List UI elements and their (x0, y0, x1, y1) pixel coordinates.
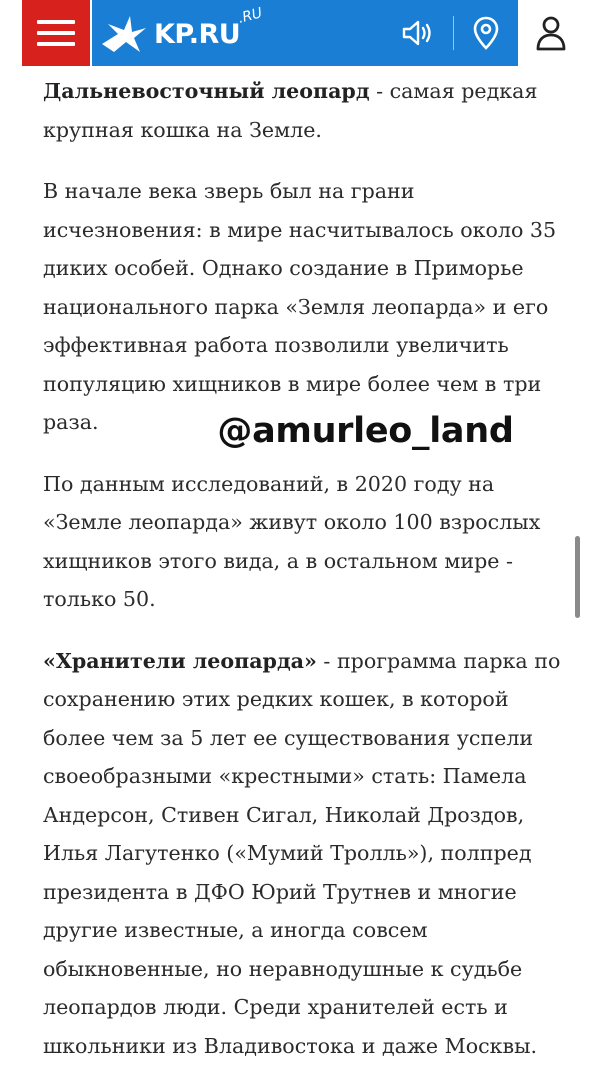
logo-text: KP.RU (154, 18, 241, 50)
menu-button[interactable] (22, 0, 90, 66)
scrollbar[interactable] (575, 536, 580, 618)
header-divider (453, 16, 454, 50)
article-body (43, 72, 563, 1080)
menu-icon-bar (37, 31, 75, 35)
logo-suffix: .RU (236, 5, 265, 27)
intro-text: - самая редкая крупная кошка на Земле. (43, 79, 538, 142)
mention-sticker[interactable] (184, 402, 547, 460)
paragraph-history: В начале века зверь был на грани исчезновения: в мире насчитывалось около 35 диких особей. Однако создание в Приморье национального парка «Земля леопарда» и его эффективная работа позволили увеличить популяцию хищников в мире более чем в три раза. (43, 179, 557, 434)
paragraph-program (43, 642, 563, 1066)
mention-handle: @amurleo_land (217, 411, 514, 451)
site-header (0, 0, 608, 66)
program-text: - программа парка по сохранению этих редких кошек, в которой более чем за 5 лет ее существования успели своеобразными «крестными» стать: Памела Андерсон, Стивен Сигал, Николай Дроздов, Илья Лагутенко («Мумий Тролль»), полпред президента в ДФО Юрий Трутнев и многие другие известные, а иногда совсем обыкновенные, но неравнодушные к судьбе леопардов люди. Среди хранителей есть и школьники из Владивостока и даже Москвы. (43, 648, 561, 1058)
location-pin-icon (473, 16, 499, 50)
bird-logo-icon (100, 14, 148, 54)
program-name: «Хранители леопарда» (43, 648, 317, 673)
paragraph-intro (43, 72, 563, 149)
location-button[interactable] (466, 12, 506, 54)
species-name: Дальневосточный леопард (43, 79, 370, 103)
menu-icon (37, 20, 75, 24)
site-logo[interactable] (100, 6, 290, 62)
user-account-button[interactable] (528, 10, 574, 56)
paragraph-statistics: По данным исследований, в 2020 году на «Земле леопарда» живут около 100 взрослых хищников этого вида, а в остальном мире - только 50. (43, 471, 541, 611)
menu-icon-bar (37, 42, 75, 46)
user-icon (535, 15, 567, 51)
sound-icon (401, 19, 435, 47)
sound-button[interactable] (398, 13, 438, 53)
